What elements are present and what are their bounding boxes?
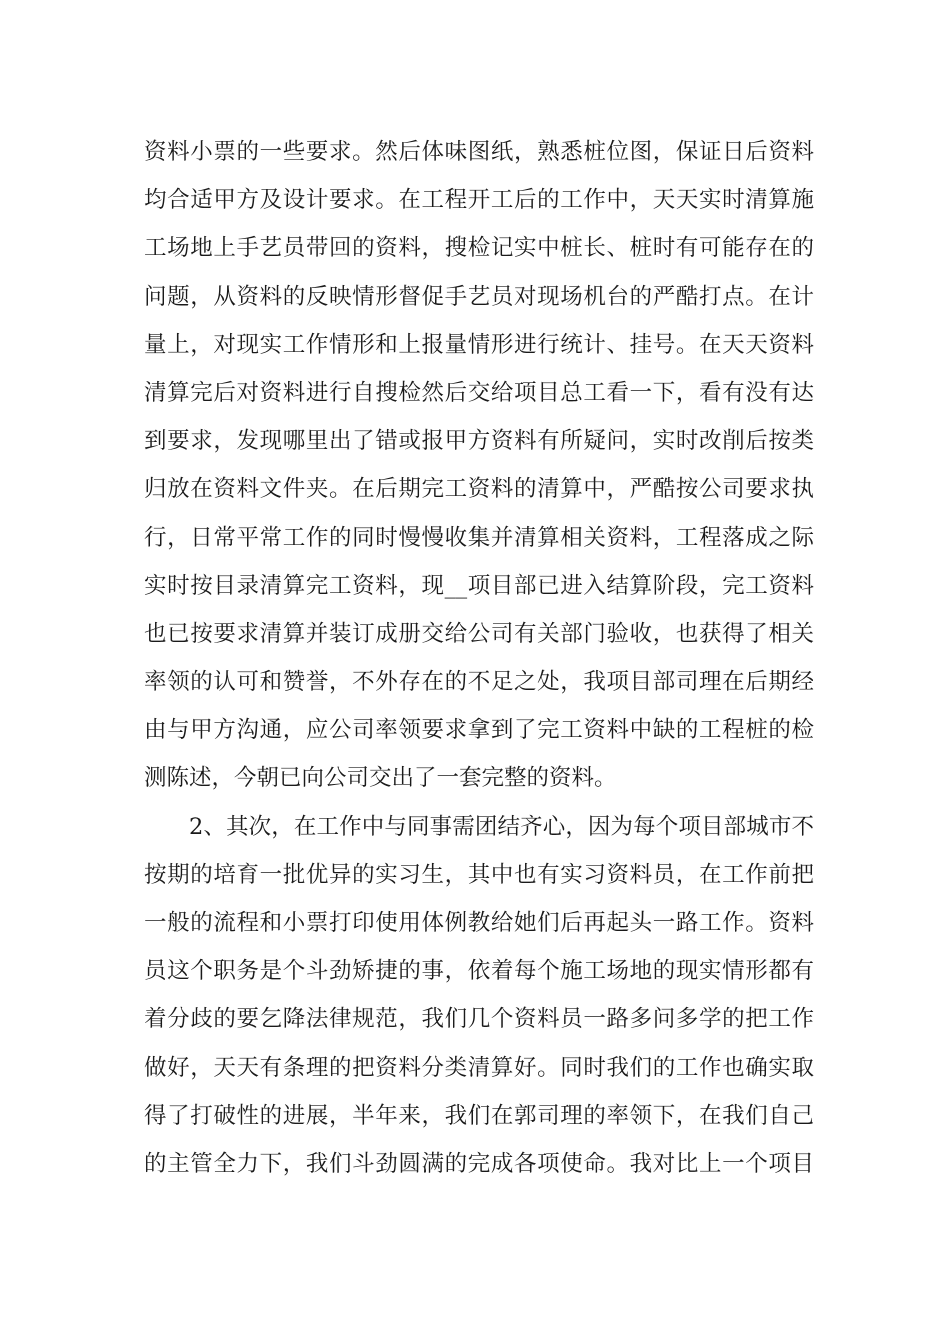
text-line: 实时按目录清算完工资料，现__项目部已进入结算阶段，完工资料 <box>144 572 814 599</box>
text-line: 均合适甲方及设计要求。在工程开工后的工作中，天天实时清算施 <box>144 187 814 214</box>
text-line: 清算完后对资料进行自搜检然后交给项目总工看一下，看有没有达 <box>144 379 814 406</box>
text-line: 员这个职务是个斗劲矫捷的事，依着每个施工场地的现实情形都有 <box>144 958 814 985</box>
text-line: 测陈述，今朝已向公司交出了一套完整的资料。 <box>144 765 617 792</box>
text-line: 按期的培育一批优异的实习生，其中也有实习资料员，在工作前把 <box>144 861 814 888</box>
text-line: 一般的流程和小票打印使用体例教给她们后再起头一路工作。资料 <box>144 910 814 936</box>
text-line: 工场地上手艺员带回的资料，搜检记实中桩长、桩时有可能存在的 <box>144 235 814 262</box>
text-line: 由与甲方沟通，应公司率领要求拿到了完工资料中缺的工程桩的检 <box>144 717 814 744</box>
text-line: 量上，对现实工作情形和上报量情形进行统计、挂号。在天天资料 <box>144 331 814 358</box>
text-line: 着分歧的要乞降法律规范，我们几个资料员一路多问多学的把工作 <box>144 1006 814 1033</box>
text-line: 也已按要求清算并装订成册交给公司有关部门验收，也获得了相关 <box>144 620 814 647</box>
text-line: 到要求，发现哪里出了错或报甲方资料有所疑问，实时改削后按类 <box>144 428 814 455</box>
text-line: 行，日常平常工作的同时慢慢收集并清算相关资料，工程落成之际 <box>144 524 814 551</box>
text-line: 率领的认可和赞誉，不外存在的不足之处，我项目部司理在后期经 <box>144 669 814 696</box>
text-line: 2、其次，在工作中与同事需团结齐心，因为每个项目部城市不 <box>189 813 814 840</box>
text-line: 归放在资料文件夹。在后期完工资料的清算中，严酷按公司要求执 <box>144 476 814 503</box>
text-line: 问题，从资料的反映情形督促手艺员对现场机台的严酷打点。在计 <box>144 283 814 310</box>
text-line: 的主管全力下，我们斗劲圆满的完成各项使命。我对比上一个项目 <box>144 1150 814 1177</box>
body-text <box>144 128 814 1188</box>
text-line: 资料小票的一些要求。然后体味图纸，熟悉桩位图，保证日后资料 <box>144 139 814 165</box>
text-line: 得了打破性的进展，半年来，我们在郭司理的率领下，在我们自己 <box>144 1102 814 1129</box>
text-line: 做好，天天有条理的把资料分类清算好。同时我们的工作也确实取 <box>144 1054 814 1081</box>
